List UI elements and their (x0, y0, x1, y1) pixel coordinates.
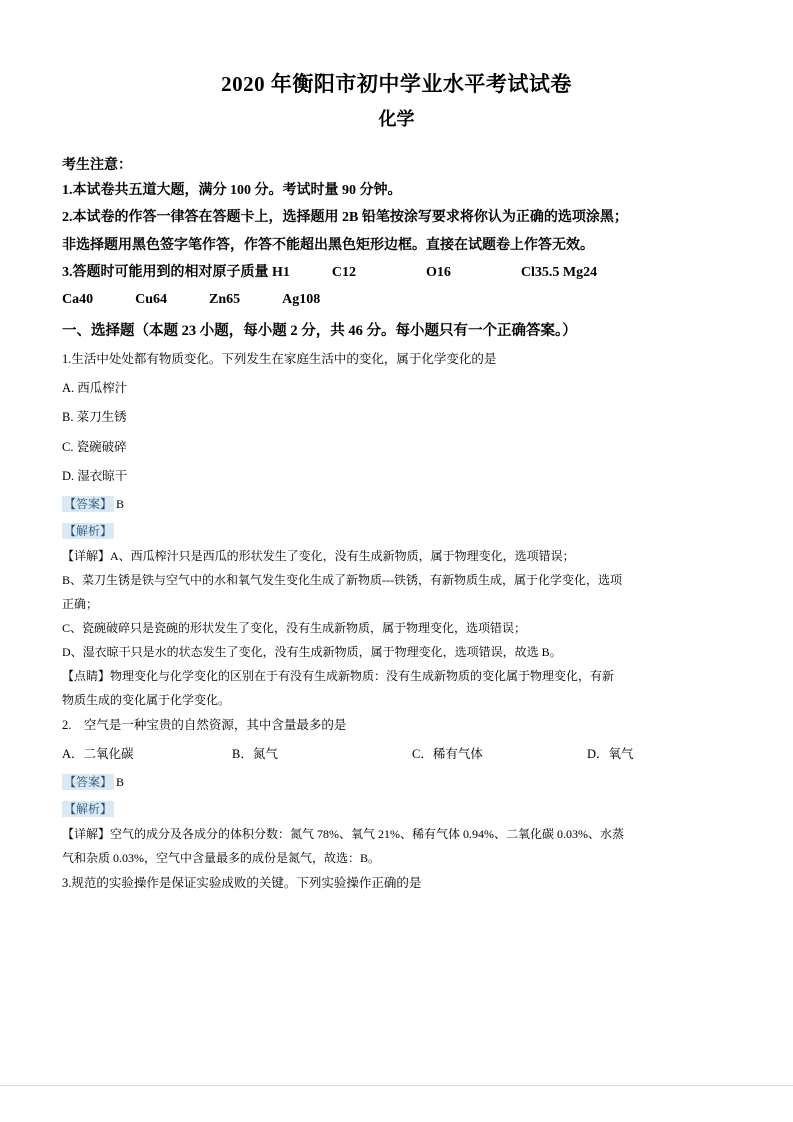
question-2-option-c[interactable]: C．稀有气体 (412, 746, 483, 761)
question-1-option-c[interactable]: C. 瓷碗破碎 (62, 439, 127, 454)
question-1-stem: 1.生活中处处都有物质变化。下列发生在家庭生活中的变化，属于化学变化的是 (62, 352, 497, 367)
question-2-option-b[interactable]: B．氮气 (232, 746, 278, 761)
answer-value: B (116, 497, 125, 512)
question-1-detail-line-5: D、湿衣晾干只是水的状态发生了变化，没有生成新物质，属于物理变化，选项错误，故选 B。 (62, 645, 562, 660)
question-2-analysis-line (62, 796, 731, 822)
question-2-option-a[interactable]: A．二氧化碳 (62, 746, 134, 761)
footer-divider (0, 1085, 793, 1086)
question-1-detail-line-3: 正确； (62, 597, 99, 612)
question-1-detail-line-1: 【详解】A、西瓜榨汁只是西瓜的形状发生了变化，没有生成新物质，属于物理变化，选项错误； (62, 549, 575, 564)
question-2-options (62, 740, 731, 769)
page-title: 2020 年衡阳市初中学业水平考试试卷 (221, 72, 572, 96)
question-1-detail-line-2: B、菜刀生锈是铁与空气中的水和氧气发生变化生成了新物质---铁锈，有新物质生成，属于化学变化，选项 (62, 573, 622, 588)
question-2-stem: 2. 空气是一种宝贵的自然资源，其中含量最多的是 (62, 718, 347, 733)
notice-line-4: Ca40 Cu64 Zn65 Ag108 (62, 292, 321, 308)
analysis-badge: 【解析】 (64, 801, 113, 816)
answer-badge: 【答案】 (64, 775, 113, 790)
question-2-option-d[interactable]: D．氧气 (587, 746, 634, 761)
question-2-detail-line-2: 气和杂质 0.03%，空气中含量最多的成份是氮气，故选：B。 (62, 850, 381, 865)
section-heading-choice: 一、选择题（本题 23 小题，每小题 2 分，共 46 分。每小题只有一个正确答案。） (62, 323, 577, 340)
question-1-option-b[interactable]: B. 菜刀生锈 (62, 410, 127, 425)
question-1-option-d[interactable]: D. 湿衣晾干 (62, 469, 128, 484)
notice-line-2b: 非选择题用黑色签字笔作答，作答不能超出黑色矩形边框。直接在试题卷上作答无效。 (62, 237, 594, 253)
question-1-point-line-1: 【点睛】物理变化与化学变化的区别在于有没有生成新物质：没有生成新物质的变化属于物理变化，有新 (62, 669, 615, 684)
answer-badge: 【答案】 (64, 497, 113, 512)
notice-line-1: 1.本试卷共五道大题，满分 100 分。考试时量 90 分钟。 (62, 182, 402, 198)
question-1-point-line-2: 物质生成的变化属于化学变化。 (62, 693, 231, 708)
notice-heading: 考生注意： (62, 157, 132, 173)
notice-line-2a: 2.本试卷的作答一律答在答题卡上，选择题用 2B 铅笔按涂写要求将你认为正确的选项涂黑； (62, 210, 628, 226)
question-3-stem: 3.规范的实验操作是保证实验成败的关键。下列实验操作正确的是 (62, 875, 422, 890)
question-2-answer-line (62, 769, 731, 795)
question-1-option-a[interactable]: A. 西瓜榨汁 (62, 380, 128, 395)
question-2-detail-line-1: 【详解】空气的成分及各成分的体积分数：氮气 78%、氧气 21%、稀有气体 0.94%、二氧化碳 0.03%、水蒸 (62, 826, 624, 841)
subject-title: 化学 (378, 109, 415, 130)
answer-value: B (116, 775, 125, 790)
question-1-answer-line (62, 491, 731, 517)
question-1-detail-line-4: C、瓷碗破碎只是瓷碗的形状发生了变化，没有生成新物质，属于物理变化，选项错误； (62, 621, 527, 636)
analysis-badge: 【解析】 (64, 523, 113, 538)
notice-line-3: 3.答题时可能用到的相对原子质量 H1 C12 O16 Cl35.5 Mg24 (62, 264, 598, 280)
question-1-analysis-line (62, 518, 731, 544)
